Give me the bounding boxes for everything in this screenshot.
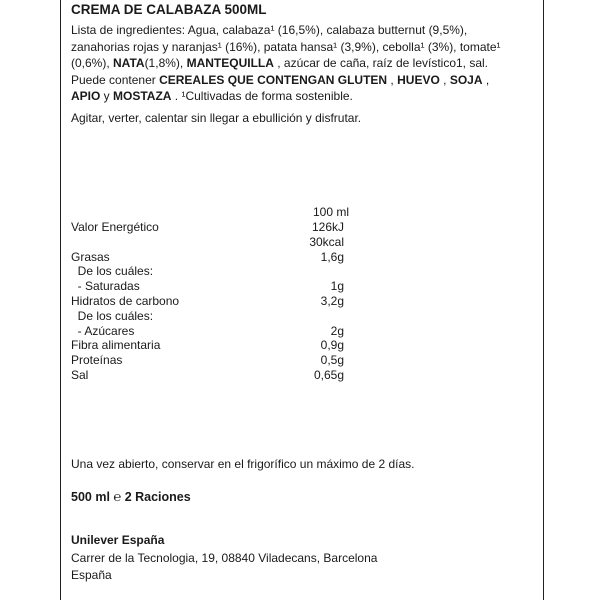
ingredients-line: (0,6%), NATA(1,8%), MANTEQUILLA , azúcar de caña, raíz de levístico1, sal. [71,56,489,70]
nutrition-label: Grasas [71,249,110,264]
nutrition-label: Proteínas [71,353,123,368]
nutrition-value: 126kJ [311,220,344,234]
ingredients-list [71,22,501,105]
portion-volume: 500 ml [71,490,110,504]
preparation-instructions: Agitar, verter, calentar sin llegar a ebullición y disfrutar. [71,111,362,125]
nutrition-value: 0,9g [320,338,344,353]
nutrition-label: De los cuáles: [71,308,154,323]
nutrition-label: Hidratos de carbono [71,294,180,308]
storage-instructions: Una vez abierto, conservar en el frigorífico un máximo de 2 días. [71,457,415,471]
nutrition-value: 30kcal [309,234,344,249]
nutrition-value: 1g [330,279,344,294]
product-label-panel [60,0,544,600]
ingredients-line: Puede contener CEREALES QUE CONTENGAN GLUTEN , HUEVO , SOJA , [71,72,490,87]
company-address: Carrer de la Tecnologia, 19, 08840 Viladecans, Barcelona [71,551,378,565]
portion-info [71,489,191,504]
nutrition-value: 3,2g [320,294,344,308]
nutrition-label: Fibra alimentaria [71,338,161,353]
nutrition-label: Sal [71,368,89,382]
company-country: España [71,568,112,582]
portion-servings: 2 Raciones [124,490,191,504]
nutrition-label: - Azúcares [71,323,135,338]
nutrition-label: Valor Energético [71,220,159,234]
ingredients-line: APIO y MOSTAZA . ¹Cultivadas de forma sostenible. [71,89,353,103]
ingredients-line: Lista de ingredientes: Agua, calabaza¹ (16,5%), calabaza butternut (9,5%), [71,23,468,37]
nutrition-value: 2g [330,323,344,338]
nutrition-label: De los cuáles: [71,264,154,279]
estimated-sign-icon: ℮ [113,489,122,504]
product-title: CREMA DE CALABAZA 500ML [71,2,267,17]
nutrition-label: - Saturadas [71,279,140,294]
nutrition-value: 0,5g [320,353,344,368]
ingredients-line: zanahorias rojas y naranjas¹ (16%), patata hansa¹ (3,9%), cebolla¹ (3%), tomate¹ [71,39,501,54]
nutrition-per-label: 100 ml [312,205,349,219]
nutrition-value: 0,65g [313,368,344,382]
company-name: Unilever España [71,533,165,547]
nutrition-value: 1,6g [320,249,344,264]
